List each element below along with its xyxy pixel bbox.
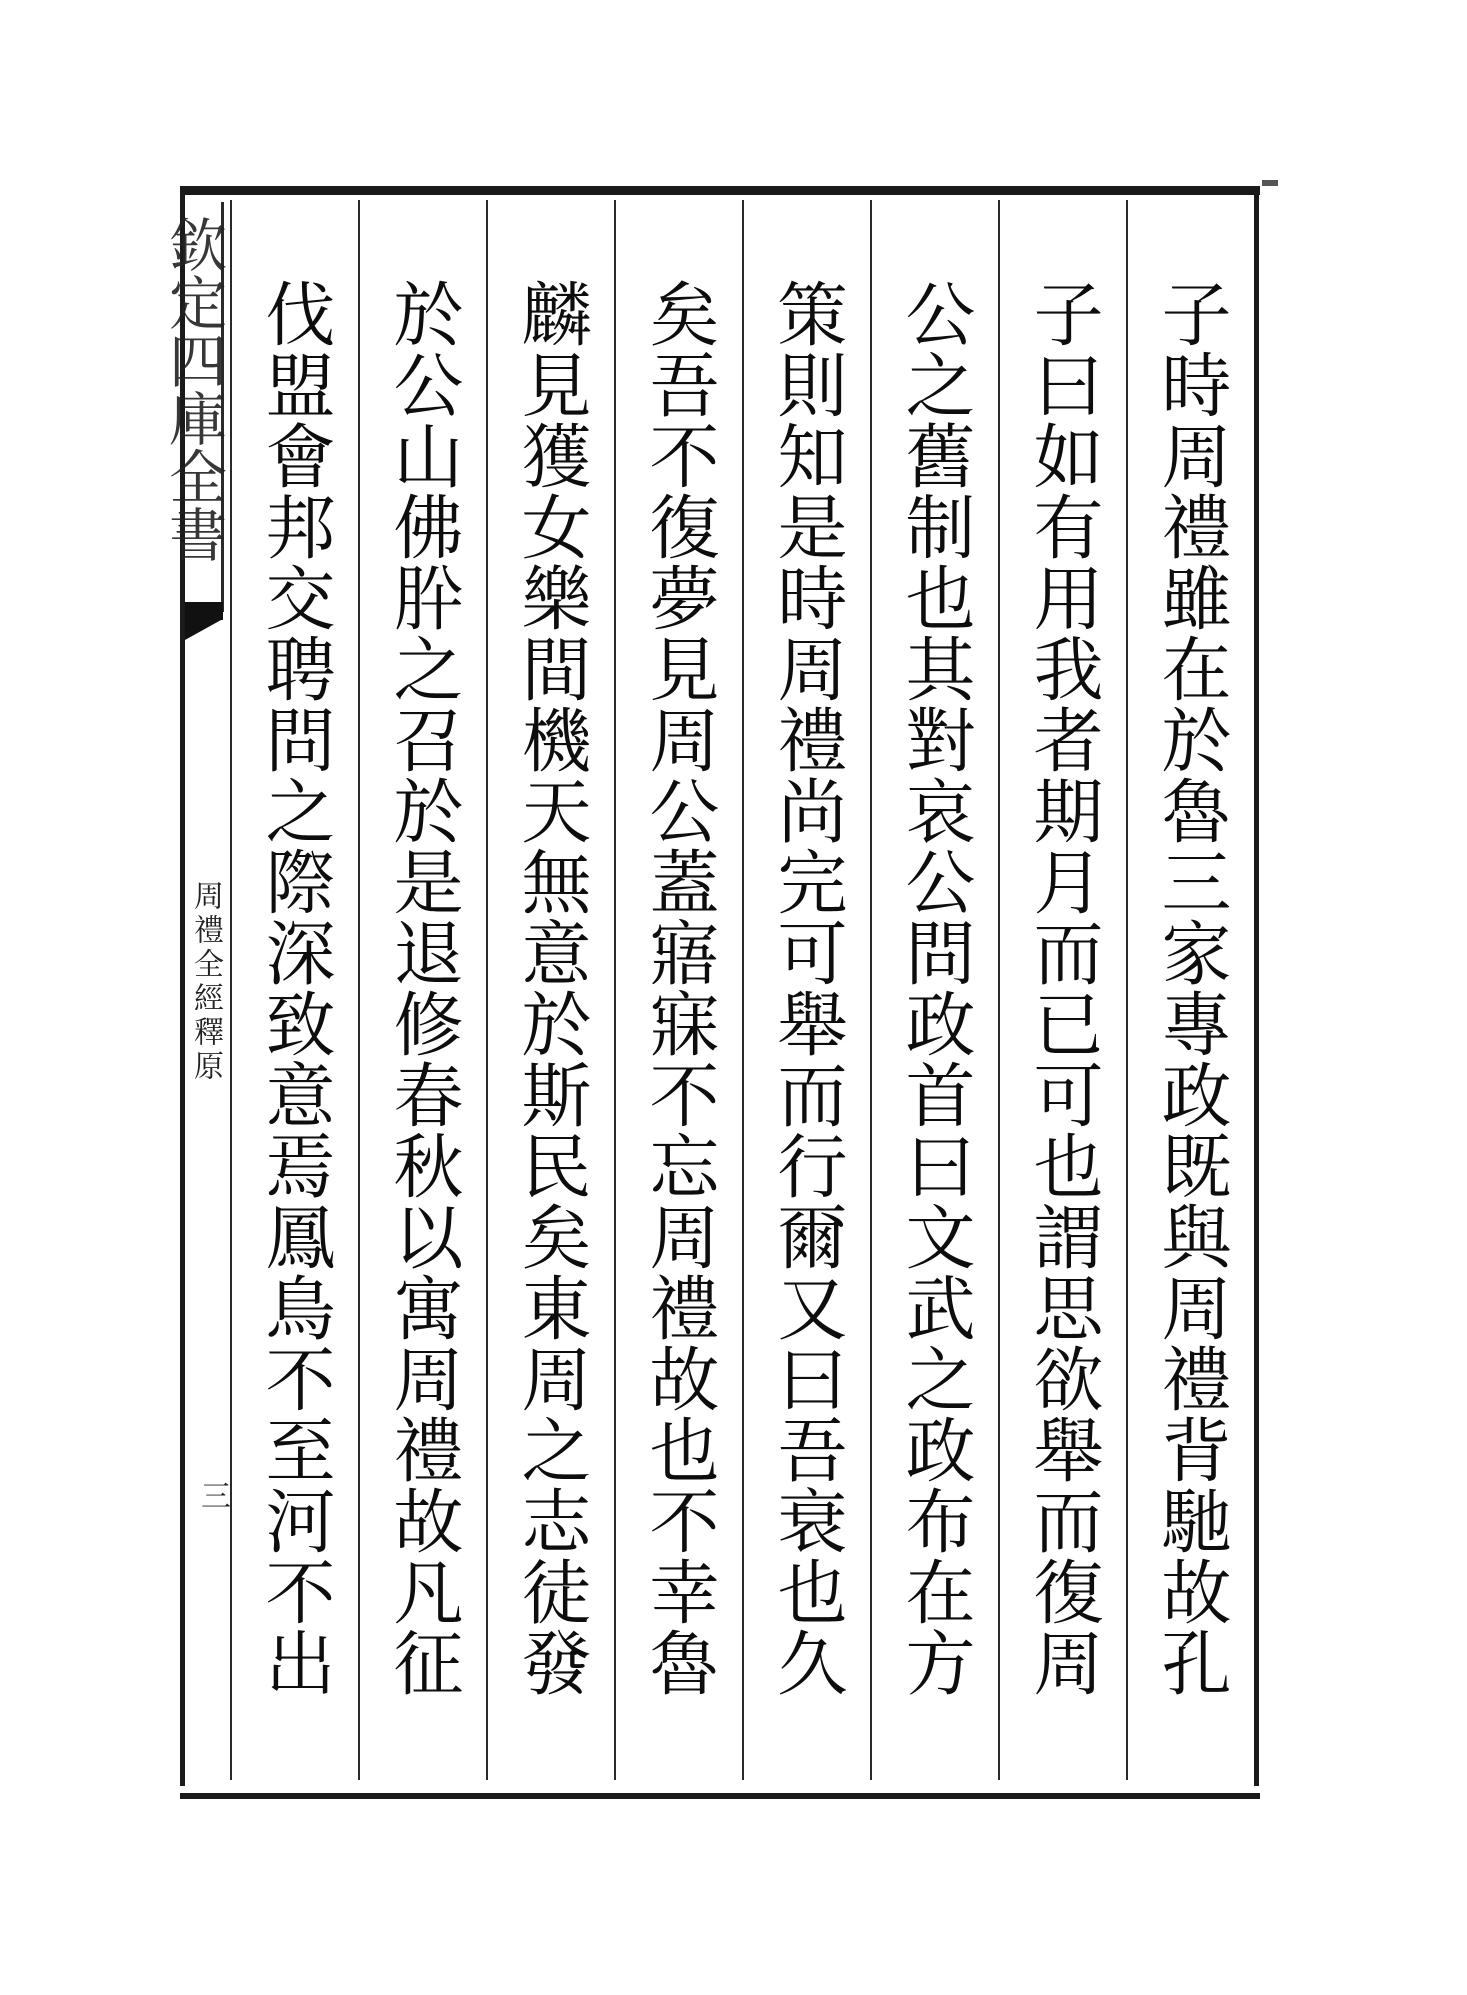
banxin-cut-title: 欽定四庫全書 [159, 215, 227, 563]
text-column-2 [998, 200, 1126, 1780]
text-column-6 [486, 200, 614, 1780]
text-column-4 [742, 200, 870, 1780]
column-text: 子時周禮雖在於魯三家專政既與周禮背馳故孔 [1150, 278, 1232, 1698]
text-column-7 [358, 200, 486, 1780]
banxin-book-title: 周禮全經釋原 [188, 880, 223, 1084]
text-column-3 [870, 200, 998, 1780]
banxin-page-number: 三 [195, 1480, 230, 1510]
frame-corner-mark [1262, 180, 1278, 186]
text-column-1 [1126, 200, 1254, 1780]
column-text: 公之舊制也其對哀公問政首曰文武之政布在方 [894, 278, 976, 1698]
column-text: 策則知是時周禮尚完可舉而行爾又曰吾衰也久 [766, 278, 848, 1698]
column-text: 矣吾不復夢見周公蓋寤寐不忘周禮故也不幸魯 [638, 278, 720, 1698]
frame-right-rule [1254, 190, 1259, 1786]
column-text: 麟見獲女樂間機天無意於斯民矣東周之志徒發 [510, 278, 592, 1698]
column-text: 子曰如有用我者期月而已可也謂思欲舉而復周 [1022, 278, 1104, 1698]
column-text: 伐盟會邦交聘問之際深致意焉鳳鳥不至河不出 [254, 278, 336, 1698]
column-text: 於公山佛肸之召於是退修春秋以寓周禮故凡征 [382, 278, 464, 1698]
fish-tail-wedge [185, 620, 221, 640]
text-column-8 [230, 200, 358, 1780]
text-column-5 [614, 200, 742, 1780]
fish-tail-mark [185, 602, 223, 620]
